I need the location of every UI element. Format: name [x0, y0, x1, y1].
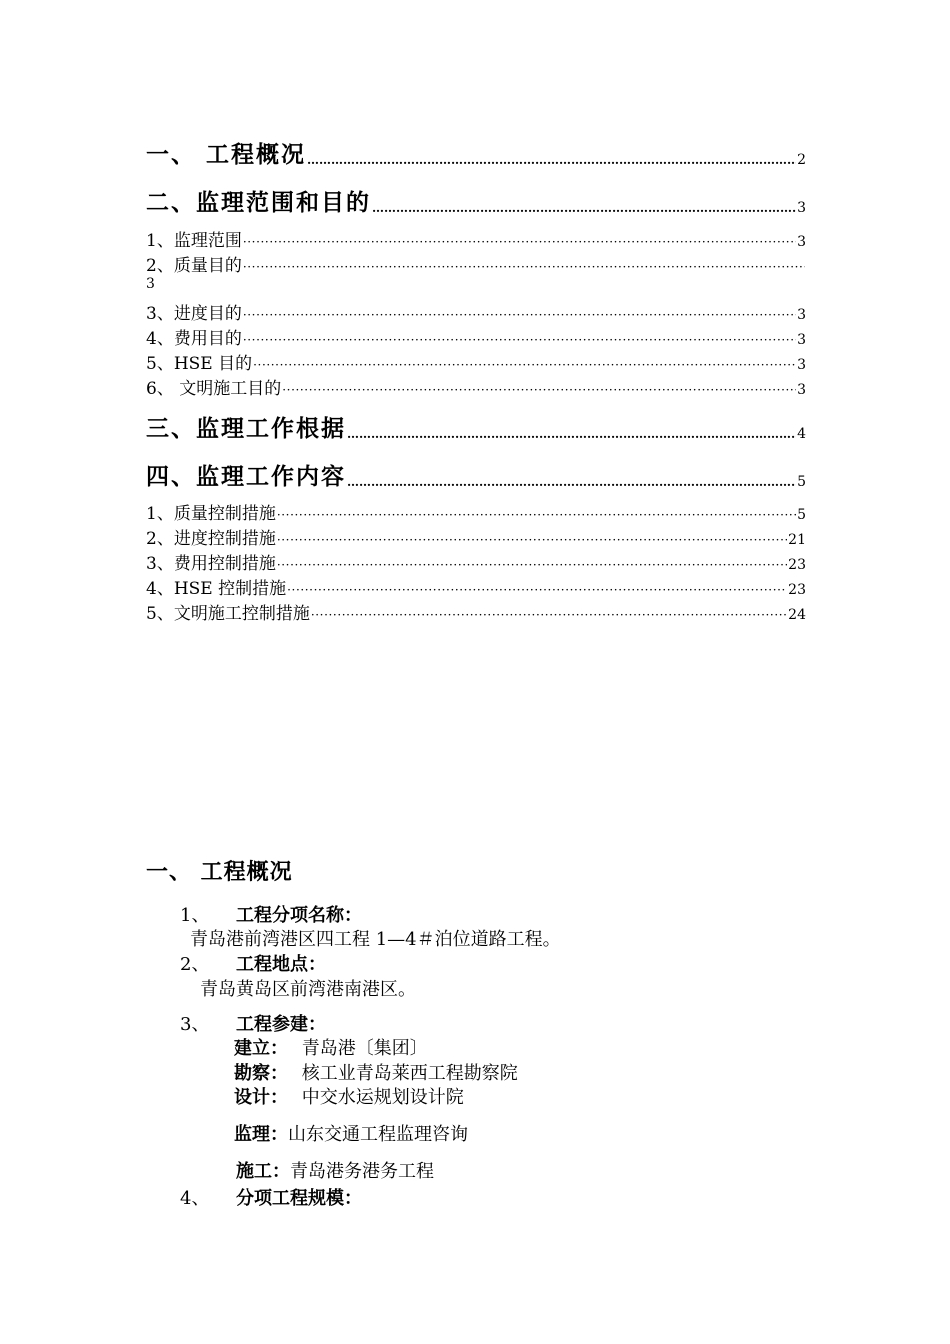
toc-entry[interactable] — [146, 374, 806, 399]
toc-entry[interactable] — [146, 499, 806, 524]
participant-row — [234, 1059, 518, 1085]
toc-entry[interactable] — [146, 599, 806, 624]
participant-row — [234, 1120, 468, 1146]
toc-leader — [372, 202, 796, 217]
participant-role: 施工： — [236, 1161, 290, 1182]
toc-entry-label: 5、HSE 目的 — [146, 354, 253, 374]
item-text: 青岛黄岛区前湾港南港区。 — [200, 979, 416, 1000]
toc-leader — [243, 334, 796, 349]
participant-role: 勘察： — [234, 1063, 288, 1084]
toc-leader — [277, 509, 796, 524]
toc-entry[interactable] — [146, 136, 806, 169]
toc-entry-label: 3、进度目的 — [146, 304, 242, 324]
toc-entry-label: 3、费用控制措施 — [146, 554, 276, 574]
toc-entry[interactable] — [146, 549, 806, 574]
participant-name: 核工业青岛莱西工程勘察院 — [301, 1063, 518, 1084]
toc-entry-label: 6、 文明施工目的 — [146, 379, 282, 399]
toc-entry-page: 3 — [797, 382, 806, 398]
participant-name: 山东交通工程监理咨询 — [288, 1124, 468, 1145]
toc-entry-label: 4、费用目的 — [146, 329, 242, 349]
item-heading: 工程地点： — [236, 954, 326, 975]
item-number: 1、 — [180, 905, 210, 926]
toc-entry-label: 一、 工程概况 — [146, 141, 307, 168]
toc-entry[interactable] — [146, 574, 806, 599]
item-heading: 工程分项名称： — [236, 905, 362, 926]
participant-role: 设计： — [234, 1087, 288, 1108]
toc-entry-page: 3 — [797, 332, 806, 348]
toc-entry-page: 23 — [788, 557, 806, 573]
toc-entry-page: 3 — [797, 234, 806, 250]
toc-entry-page: 3 — [797, 200, 806, 216]
item-number: 3、 — [180, 1014, 210, 1035]
toc-entry-page: 24 — [788, 607, 806, 623]
item-text: 青岛港前湾港区四工程 1—4＃泊位道路工程。 — [190, 929, 561, 950]
toc-entry[interactable] — [146, 458, 806, 491]
toc-entry[interactable] — [146, 251, 806, 276]
participant-name: 青岛港〔集团〕 — [301, 1038, 428, 1059]
participant-name: 青岛港务港务工程 — [290, 1161, 434, 1182]
toc-entry-page: 23 — [788, 582, 806, 598]
participant-name: 中交水运规划设计院 — [301, 1087, 464, 1108]
toc-entry-label: 1、监理范围 — [146, 231, 242, 251]
participant-row — [234, 1034, 428, 1060]
participant-role: 监理： — [234, 1124, 288, 1145]
toc-entry[interactable] — [146, 524, 806, 549]
toc-leader — [311, 609, 787, 624]
toc-entry-page: 2 — [797, 152, 806, 168]
toc-entry-page: 5 — [797, 474, 806, 490]
section-title: 一、 工程概况 — [146, 859, 293, 885]
toc-leader — [243, 236, 796, 251]
toc-entry-page: 5 — [797, 507, 806, 523]
toc-leader — [282, 384, 796, 399]
toc-leader — [277, 559, 787, 574]
item-number: 4、 — [180, 1188, 210, 1209]
toc-entry[interactable] — [146, 184, 806, 217]
toc-leader — [307, 154, 796, 169]
toc-leader — [253, 359, 796, 374]
toc-entry-page: 4 — [797, 426, 806, 442]
participant-row — [236, 1157, 434, 1183]
toc-entry-label: 三、监理工作根据 — [146, 415, 346, 442]
toc-leader — [347, 476, 796, 491]
toc-entry-label: 4、HSE 控制措施 — [146, 579, 287, 599]
toc-entry[interactable] — [146, 324, 806, 349]
toc-entry-label: 四、监理工作内容 — [146, 463, 346, 490]
toc-entry-label: 2、进度控制措施 — [146, 529, 276, 549]
toc-entry-page: 3 — [146, 276, 155, 292]
participant-row — [234, 1083, 464, 1109]
toc-entry-label: 1、质量控制措施 — [146, 504, 276, 524]
item-number: 2、 — [180, 954, 210, 975]
toc-leader — [243, 309, 796, 324]
toc-leader — [347, 428, 796, 443]
toc-leader — [287, 584, 787, 599]
toc-entry-page: 3 — [797, 307, 806, 323]
toc-entry-label: 2、质量目的 — [146, 256, 242, 276]
toc-entry[interactable] — [146, 349, 806, 374]
toc-entry[interactable] — [146, 226, 806, 251]
toc-entry[interactable] — [146, 410, 806, 443]
toc-entry-page: 3 — [797, 357, 806, 373]
item-heading: 工程参建： — [236, 1014, 326, 1035]
toc-entry-page: 21 — [788, 532, 806, 548]
participant-role: 建立： — [234, 1038, 288, 1059]
toc-entry[interactable] — [146, 299, 806, 324]
toc-leader — [277, 534, 787, 549]
toc-leader — [243, 261, 805, 276]
item-heading: 分项工程规模： — [236, 1188, 362, 1209]
toc-entry-label: 5、文明施工控制措施 — [146, 604, 310, 624]
toc-entry-label: 二、监理范围和目的 — [146, 189, 371, 216]
